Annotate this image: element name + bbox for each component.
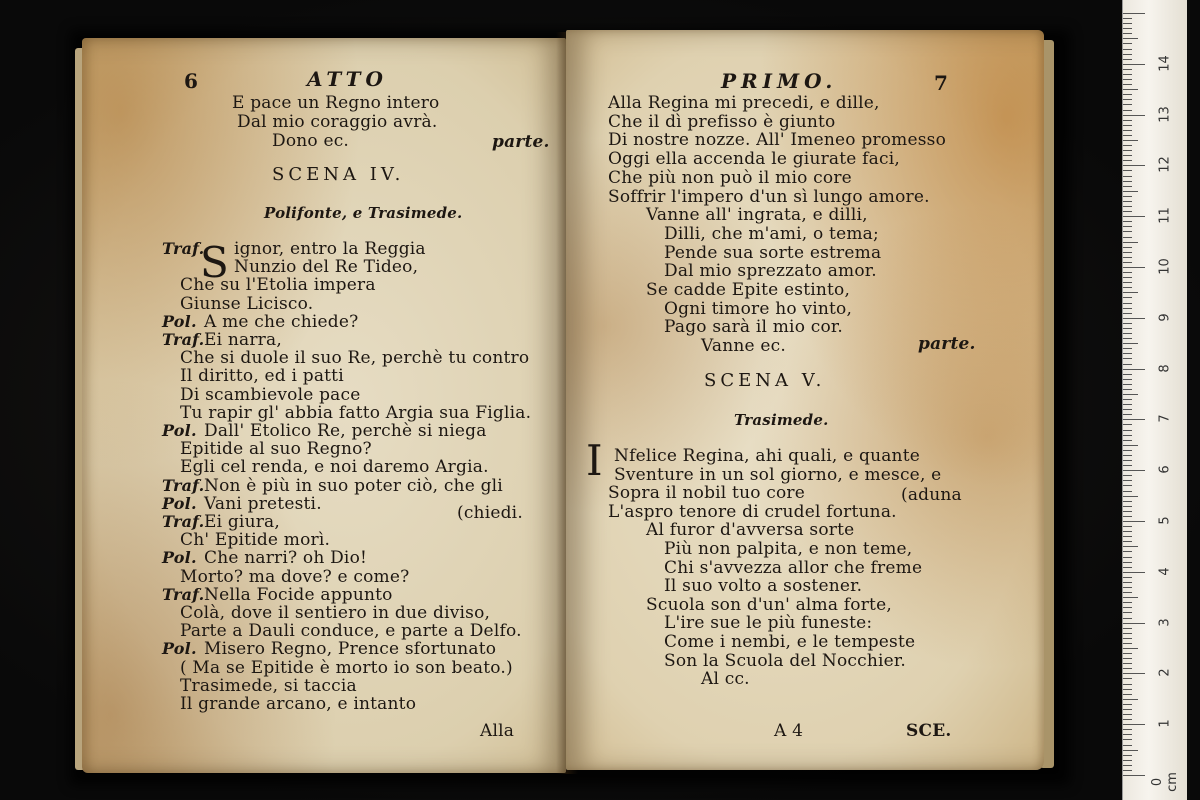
ruler-tick bbox=[1123, 648, 1138, 649]
verse-line: Dal mio sprezzato amor. bbox=[664, 261, 877, 282]
ruler-tick bbox=[1123, 704, 1132, 705]
page-number: 6 bbox=[184, 69, 199, 93]
verse-line: Ogni timore ho vinto, bbox=[664, 298, 853, 319]
ruler-label: 5 bbox=[1157, 516, 1173, 525]
dialogue-line: Tu rapir gl' abbia fatto Argia sua Figlia. bbox=[180, 402, 532, 423]
verse-line: Oggi ella accenda le giurate faci, bbox=[608, 149, 900, 170]
ruler-tick bbox=[1123, 602, 1132, 603]
ruler-tick bbox=[1123, 277, 1132, 278]
ruler-tick bbox=[1123, 450, 1132, 451]
ruler-tick bbox=[1123, 252, 1132, 253]
monologue-line: Il suo volto a sostener. bbox=[664, 576, 863, 597]
ruler-tick bbox=[1123, 18, 1132, 19]
monologue-line: Nfelice Regina, ahi quali, e quante bbox=[614, 446, 921, 466]
ruler-tick bbox=[1123, 191, 1138, 192]
ruler-tick bbox=[1123, 734, 1132, 735]
ruler-tick bbox=[1123, 653, 1132, 654]
dialogue-line: Il grande arcano, e intanto bbox=[180, 694, 417, 714]
ruler-tick bbox=[1123, 272, 1132, 273]
ruler-tick bbox=[1123, 607, 1132, 608]
speaker-label: Pol. bbox=[162, 421, 197, 440]
ruler-tick bbox=[1123, 23, 1132, 24]
monologue-line: Sventure in un sol giorno, e mesce, e bbox=[614, 464, 942, 485]
ruler-tick bbox=[1123, 358, 1132, 359]
ruler-tick bbox=[1123, 719, 1132, 720]
ruler-tick bbox=[1123, 521, 1145, 522]
ruler-tick bbox=[1123, 516, 1132, 517]
ruler-label: 1 bbox=[1157, 719, 1173, 728]
ruler-tick bbox=[1123, 364, 1132, 365]
ruler-tick bbox=[1123, 638, 1132, 639]
ruler-tick bbox=[1123, 582, 1132, 583]
ruler-tick bbox=[1123, 750, 1138, 751]
ruler-tick bbox=[1123, 176, 1132, 177]
ruler-tick bbox=[1123, 729, 1132, 730]
dialogue-line: Parte a Dauli conduce, e parte a Delfo. bbox=[180, 621, 522, 642]
ruler-tick bbox=[1123, 470, 1145, 471]
ruler-tick bbox=[1123, 480, 1132, 481]
ruler-tick bbox=[1123, 242, 1138, 243]
dialogue-line: Dall' Etolico Re, perchè si niega bbox=[204, 421, 487, 441]
ruler-tick bbox=[1123, 181, 1132, 182]
scene-characters: Polifonte, e Trasimede. bbox=[264, 204, 463, 222]
monologue-line: Al cc. bbox=[701, 669, 750, 690]
dialogue-line: Misero Regno, Prence sfortunato bbox=[204, 639, 497, 660]
ruler-tick bbox=[1123, 440, 1132, 441]
ruler-tick bbox=[1123, 592, 1132, 593]
ruler-label: 6 bbox=[1157, 465, 1173, 474]
dialogue-line: Nunzio del Re Tideo, bbox=[234, 257, 419, 278]
ruler-tick bbox=[1123, 506, 1132, 507]
ruler-tick bbox=[1123, 628, 1132, 629]
dialogue-line: Epitide al suo Regno? bbox=[180, 439, 372, 460]
dialogue-line: Che si duole il suo Re, perchè tu contro bbox=[180, 348, 530, 369]
ruler-tick bbox=[1123, 99, 1132, 100]
ruler-tick bbox=[1123, 384, 1132, 385]
ruler-tick bbox=[1123, 303, 1132, 304]
ruler-tick bbox=[1123, 694, 1132, 695]
monologue-line: L'aspro tenore di crudel fortuna. bbox=[608, 501, 897, 522]
dialogue-line: Morto? ma dove? e come? bbox=[180, 566, 410, 587]
ruler-tick bbox=[1123, 379, 1132, 380]
ruler-label: 14 bbox=[1157, 55, 1173, 72]
ruler-tick bbox=[1123, 338, 1132, 339]
ruler-tick bbox=[1123, 353, 1132, 354]
dialogue-line: Trasimede, si taccia bbox=[180, 675, 357, 696]
monologue-line: Scuola son d'un' alma forte, bbox=[646, 594, 892, 615]
dialogue-line: Ei narra, bbox=[204, 330, 282, 350]
dialogue-line: Ei giura, bbox=[204, 512, 280, 532]
ruler-tick bbox=[1123, 125, 1132, 126]
ruler-tick bbox=[1123, 572, 1145, 573]
ruler-tick bbox=[1123, 110, 1132, 111]
exit-direction: parte. bbox=[492, 132, 550, 152]
drop-cap: I bbox=[586, 436, 603, 485]
ruler-tick bbox=[1123, 419, 1145, 420]
verse-line: Vanne ec. bbox=[701, 336, 786, 357]
ruler-tick bbox=[1123, 643, 1132, 644]
ruler-tick bbox=[1123, 140, 1138, 141]
ruler-tick bbox=[1123, 496, 1138, 497]
ruler-tick bbox=[1123, 430, 1132, 431]
verse-line: Di nostre nozze. All' Imeneo promesso bbox=[608, 130, 947, 151]
ruler-tick bbox=[1123, 684, 1132, 685]
ruler-tick bbox=[1123, 526, 1132, 527]
ruler-tick bbox=[1123, 460, 1132, 461]
ruler-tick bbox=[1123, 282, 1132, 283]
ruler-tick bbox=[1123, 257, 1132, 258]
ruler-tick bbox=[1123, 130, 1132, 131]
verse-line: Che più non può il mio core bbox=[608, 167, 852, 188]
ruler-tick bbox=[1123, 38, 1138, 39]
ruler-tick bbox=[1123, 343, 1138, 344]
ruler-tick bbox=[1123, 465, 1132, 466]
scene-heading: SCENA V. bbox=[704, 370, 826, 391]
ruler-tick bbox=[1123, 668, 1132, 669]
ruler-tick bbox=[1123, 541, 1132, 542]
ruler-tick bbox=[1123, 770, 1132, 771]
dialogue-line: Giunse Licisco. bbox=[180, 293, 314, 314]
ruler-tick bbox=[1123, 308, 1132, 309]
verse-line: Alla Regina mi precedi, e dille, bbox=[608, 93, 880, 113]
right-page bbox=[566, 30, 1044, 770]
dialogue-line: Che su l'Etolia impera bbox=[180, 275, 376, 296]
ruler-tick bbox=[1123, 145, 1132, 146]
ruler-tick bbox=[1123, 318, 1145, 319]
ruler-tick bbox=[1123, 216, 1145, 217]
ruler-tick bbox=[1123, 399, 1132, 400]
verse-line: Dono ec. bbox=[272, 131, 350, 151]
ruler-tick bbox=[1123, 226, 1132, 227]
ruler-label: 3 bbox=[1157, 617, 1173, 627]
ruler-tick bbox=[1123, 28, 1132, 29]
dialogue-line: Il diritto, ed i patti bbox=[180, 366, 344, 387]
ruler-tick bbox=[1123, 765, 1132, 766]
speaker-label: Traf. bbox=[162, 475, 205, 495]
ruler-tick bbox=[1123, 536, 1132, 537]
dialogue-line: Egli cel renda, e noi daremo Argia. bbox=[180, 457, 489, 478]
ruler-tick bbox=[1123, 455, 1132, 456]
dialogue-line: Vani pretesti. bbox=[204, 493, 322, 514]
speaker-label: Pol. bbox=[162, 548, 197, 568]
runover-text: (chiedi. bbox=[457, 503, 523, 523]
dialogue-line: Colà, dove il sentiero in due diviso, bbox=[180, 603, 491, 623]
dialogue-line: ignor, entro la Reggia bbox=[234, 239, 426, 259]
catchword: Alla bbox=[480, 721, 515, 741]
speaker-label: Traf. bbox=[162, 512, 205, 531]
ruler-label: 2 bbox=[1157, 668, 1173, 678]
ruler-tick bbox=[1123, 597, 1138, 598]
verse-line: Vanne all' ingrata, e dilli, bbox=[646, 205, 868, 226]
ruler-tick bbox=[1123, 165, 1145, 166]
ruler-tick bbox=[1123, 160, 1132, 161]
ruler-tick bbox=[1123, 445, 1138, 446]
ruler-label: 7 bbox=[1157, 414, 1173, 424]
dialogue-line: ( Ma se Epitide è morto io son beato.) bbox=[180, 657, 513, 678]
verse-line: Pende sua sorte estrema bbox=[664, 242, 882, 263]
dialogue-line: Di scambievole pace bbox=[180, 384, 361, 405]
scene-heading: SCENA IV. bbox=[272, 164, 405, 185]
ruler-tick bbox=[1123, 69, 1132, 70]
ruler-tick bbox=[1123, 221, 1132, 222]
ruler-tick bbox=[1123, 262, 1132, 263]
ruler-tick bbox=[1123, 104, 1132, 105]
verse-line: Dal mio coraggio avrà. bbox=[237, 112, 438, 132]
ruler-tick bbox=[1123, 714, 1132, 715]
ruler-tick bbox=[1123, 618, 1132, 619]
dialogue-line: Nella Focide appunto bbox=[204, 584, 393, 605]
ruler-tick bbox=[1123, 201, 1132, 202]
ruler-tick bbox=[1123, 775, 1145, 776]
ruler-tick bbox=[1123, 120, 1132, 121]
ruler-tick bbox=[1123, 435, 1132, 436]
ruler-tick bbox=[1123, 612, 1132, 613]
ruler-tick bbox=[1123, 369, 1145, 370]
ruler-tick bbox=[1123, 211, 1132, 212]
verse-line: Soffrir l'impero d'un sì lungo amore. bbox=[608, 186, 930, 207]
speaker-label: Pol. bbox=[162, 493, 197, 513]
monologue-line: Son la Scuola del Nocchier. bbox=[664, 650, 906, 671]
ruler-tick bbox=[1123, 724, 1145, 725]
ruler-tick bbox=[1123, 501, 1132, 502]
ruler-tick bbox=[1123, 64, 1145, 65]
ruler-tick bbox=[1123, 658, 1132, 659]
ruler-tick bbox=[1123, 231, 1132, 232]
running-head: ATTO bbox=[307, 67, 388, 91]
ruler-tick bbox=[1123, 43, 1132, 44]
drop-cap: S bbox=[200, 238, 229, 287]
ruler-tick bbox=[1123, 287, 1132, 288]
ruler-tick bbox=[1123, 678, 1132, 679]
ruler-tick bbox=[1123, 739, 1132, 740]
ruler-tick bbox=[1123, 49, 1132, 50]
ruler-tick bbox=[1123, 170, 1132, 171]
monologue-line: Sopra il nobil tuo core bbox=[608, 483, 806, 504]
ruler-label: 9 bbox=[1157, 313, 1173, 322]
ruler-tick bbox=[1123, 84, 1132, 85]
ruler-tick bbox=[1123, 374, 1132, 375]
ruler-tick bbox=[1123, 587, 1132, 588]
monologue-line: L'ire sue le più funeste: bbox=[664, 613, 873, 634]
verse-line: Pago sarà il mio cor. bbox=[664, 317, 843, 338]
ruler-tick bbox=[1123, 206, 1132, 207]
ruler-tick bbox=[1123, 333, 1132, 334]
ruler-label: 12 bbox=[1157, 156, 1173, 174]
ruler-tick bbox=[1123, 546, 1138, 547]
monologue-line: Chi s'avvezza allor che freme bbox=[664, 557, 923, 578]
ruler-label: 10 bbox=[1157, 258, 1173, 275]
ruler-tick bbox=[1123, 328, 1132, 329]
speaker-label: Traf. bbox=[162, 584, 205, 604]
left-page bbox=[82, 38, 566, 773]
ruler-tick bbox=[1123, 94, 1132, 95]
ruler-tick bbox=[1123, 562, 1132, 563]
dialogue-line: Non è più in suo poter ciò, che gli bbox=[204, 475, 503, 496]
ruler-tick bbox=[1123, 633, 1132, 634]
ruler-tick bbox=[1123, 74, 1132, 75]
ruler-tick bbox=[1123, 557, 1132, 558]
ruler-tick bbox=[1123, 485, 1132, 486]
ruler-tick bbox=[1123, 79, 1132, 80]
ruler-tick bbox=[1123, 745, 1132, 746]
dialogue-line: Che narri? oh Dio! bbox=[204, 548, 368, 569]
ruler-tick bbox=[1123, 709, 1132, 710]
verse-line: Se cadde Epite estinto, bbox=[646, 280, 851, 300]
runover-text: (aduna bbox=[901, 485, 962, 505]
dialogue-line: Ch' Epitide morì. bbox=[180, 530, 331, 551]
ruler-tick bbox=[1123, 409, 1132, 410]
monologue-line: Al furor d'avversa sorte bbox=[646, 520, 855, 541]
ruler-tick bbox=[1123, 663, 1132, 664]
dialogue-line: A me che chiede? bbox=[204, 311, 359, 332]
signature-mark: A 4 bbox=[774, 721, 804, 741]
ruler-tick bbox=[1123, 237, 1132, 238]
ruler-tick bbox=[1123, 567, 1132, 568]
ruler-tick bbox=[1123, 577, 1132, 578]
ruler-tick bbox=[1123, 424, 1132, 425]
ruler-tick bbox=[1123, 135, 1132, 136]
ruler-tick bbox=[1123, 13, 1145, 14]
ruler-label: 4 bbox=[1157, 567, 1173, 576]
ruler-tick bbox=[1123, 689, 1132, 690]
ruler-tick bbox=[1123, 475, 1132, 476]
measuring-ruler bbox=[1122, 0, 1187, 800]
speaker-label: Traf. bbox=[162, 239, 205, 258]
speaker-label: Traf. bbox=[162, 330, 205, 349]
ruler-tick bbox=[1123, 292, 1138, 293]
speaker-label: Pol. bbox=[162, 639, 197, 659]
page-number: 7 bbox=[934, 71, 949, 95]
monologue-line: Più non palpita, e non teme, bbox=[664, 539, 913, 559]
ruler-tick bbox=[1123, 623, 1145, 624]
ruler-tick bbox=[1123, 313, 1132, 314]
ruler-tick bbox=[1123, 33, 1132, 34]
ruler-label: 13 bbox=[1157, 105, 1173, 123]
verse-line: Dilli, che m'ami, o tema; bbox=[664, 223, 879, 244]
ruler-tick bbox=[1123, 323, 1132, 324]
ruler-tick bbox=[1123, 89, 1138, 90]
ruler-tick bbox=[1123, 404, 1132, 405]
verse-line: E pace un Regno intero bbox=[232, 93, 440, 113]
ruler-tick bbox=[1123, 59, 1132, 60]
verse-line: Che il dì prefisso è giunto bbox=[608, 111, 836, 132]
ruler-tick bbox=[1123, 394, 1138, 395]
ruler-tick bbox=[1123, 491, 1132, 492]
ruler-tick bbox=[1123, 150, 1132, 151]
ruler-tick bbox=[1123, 755, 1132, 756]
ruler-tick bbox=[1123, 389, 1132, 390]
ruler-tick bbox=[1123, 115, 1145, 116]
ruler-tick bbox=[1123, 186, 1132, 187]
ruler-tick bbox=[1123, 699, 1138, 700]
running-head: PRIMO. bbox=[721, 69, 838, 93]
monologue-line: Come i nembi, e le tempeste bbox=[664, 632, 916, 652]
ruler-label: 0 cm bbox=[1150, 772, 1180, 792]
ruler-label: 11 bbox=[1157, 207, 1173, 224]
speaker-label: Pol. bbox=[162, 311, 197, 331]
ruler-tick bbox=[1123, 297, 1132, 298]
ruler-label: 8 bbox=[1157, 363, 1173, 373]
ruler-tick bbox=[1123, 760, 1132, 761]
ruler-tick bbox=[1123, 531, 1132, 532]
catchword: SCE. bbox=[906, 721, 952, 741]
ruler-tick bbox=[1123, 511, 1132, 512]
ruler-tick bbox=[1123, 414, 1132, 415]
ruler-tick bbox=[1123, 155, 1132, 156]
ruler-tick bbox=[1123, 673, 1145, 674]
exit-direction: parte. bbox=[918, 334, 976, 354]
ruler-tick bbox=[1123, 247, 1132, 248]
ruler-tick bbox=[1123, 54, 1132, 55]
ruler-tick bbox=[1123, 551, 1132, 552]
ruler-tick bbox=[1123, 196, 1132, 197]
ruler-tick bbox=[1123, 348, 1132, 349]
scene-characters: Trasimede. bbox=[734, 411, 829, 429]
ruler-tick bbox=[1123, 267, 1145, 268]
